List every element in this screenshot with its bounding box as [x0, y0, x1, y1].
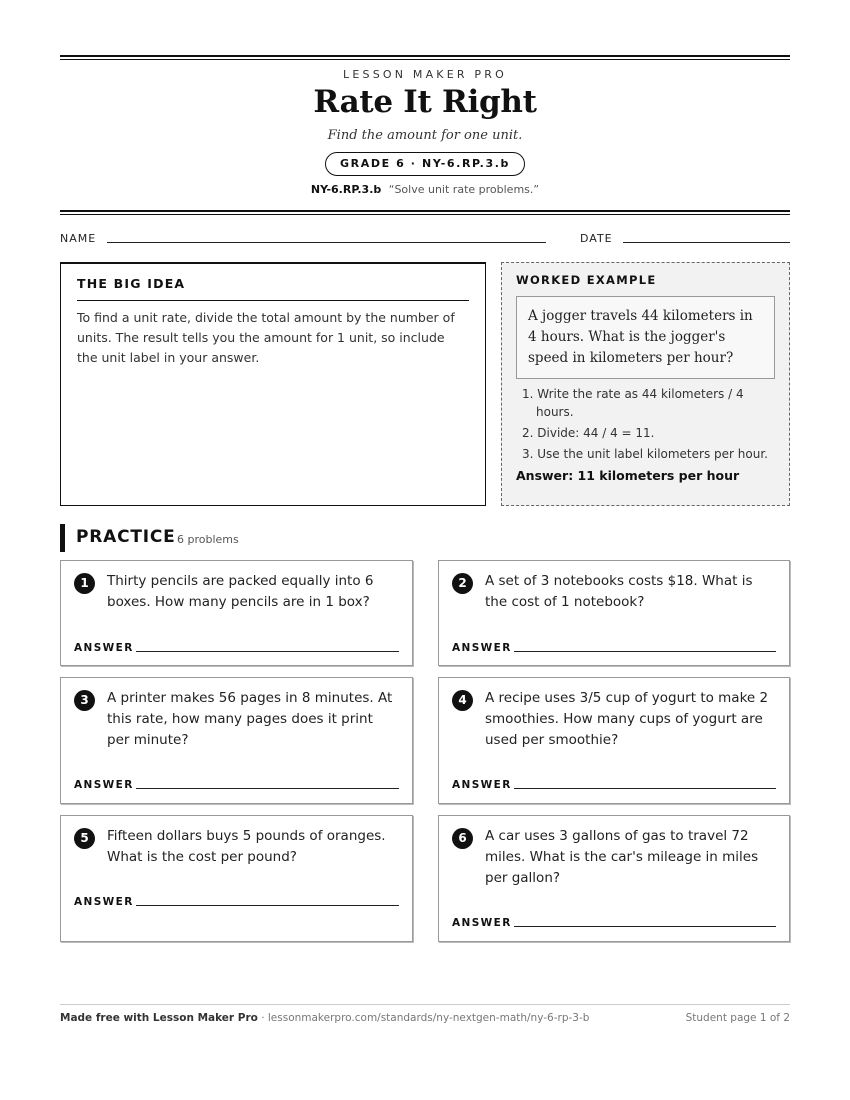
answer-label: ANSWER: [452, 917, 512, 929]
footer-credit: [60, 1012, 589, 1024]
footer-url[interactable]: · lessonmakerpro.com/standards/ny-nextgen-math/ny-6-rp-3-b: [257, 1012, 590, 1024]
problem-number: 6: [452, 828, 473, 849]
answer-field[interactable]: [514, 651, 776, 652]
practice-accent-bar: [60, 524, 65, 552]
step-item: 1. Write the rate as 44 kilometers / 4 hours.: [522, 387, 744, 419]
problem-card-4: [438, 677, 790, 804]
answer-label: ANSWER: [74, 896, 134, 908]
big-idea-box: [60, 262, 486, 506]
answer-field[interactable]: [514, 926, 776, 927]
footer-page-label: Student page 1 of 2: [685, 1012, 790, 1024]
problem-number: 4: [452, 690, 473, 711]
name-label: NAME: [60, 232, 97, 245]
worked-example-box: [501, 262, 790, 506]
footer-divider: [60, 1004, 790, 1005]
name-field[interactable]: [107, 242, 546, 243]
answer-field[interactable]: [136, 788, 399, 789]
header-bottom-rule: [60, 210, 790, 215]
worked-example-heading: WORKED EXAMPLE: [516, 273, 657, 287]
date-label: DATE: [580, 232, 613, 245]
big-idea-heading: THE BIG IDEA: [77, 276, 469, 301]
big-idea-text: To find a unit rate, divide the total amount by the number of units. The result tells you the amount for 1 unit, so include the unit label in your answer.: [77, 310, 455, 365]
problem-number: 3: [74, 690, 95, 711]
answer-field[interactable]: [514, 788, 776, 789]
answer-label: ANSWER: [74, 779, 134, 791]
problem-card-3: [60, 677, 413, 804]
problem-card-6: [438, 815, 790, 942]
problem-number: 2: [452, 573, 473, 594]
worksheet-subtitle: Find the amount for one unit.: [327, 128, 523, 143]
worksheet-page: [60, 0, 790, 1100]
standard-code: NY-6.RP.3.b: [310, 183, 382, 196]
answer-field[interactable]: [136, 651, 399, 652]
problem-card-5: [60, 815, 413, 942]
answer-label: ANSWER: [452, 642, 512, 654]
step-item: 2. Divide: 44 / 4 = 11.: [522, 426, 655, 440]
worked-example-steps: [516, 385, 775, 463]
answer-label: ANSWER: [452, 779, 512, 791]
grade-badge-wrap: [60, 152, 790, 176]
practice-heading: PRACTICE: [76, 527, 176, 547]
problem-text: A set of 3 notebooks costs $18. What is the cost of 1 notebook?: [485, 573, 753, 610]
problem-text: Fifteen dollars buys 5 pounds of oranges. What is the cost per pound?: [107, 828, 386, 865]
practice-count: 6 problems: [177, 533, 239, 546]
problem-number: 1: [74, 573, 95, 594]
step-item: 3. Use the unit label kilometers per hour.: [522, 447, 768, 461]
worked-example-answer: Answer: 11 kilometers per hour: [516, 468, 740, 483]
date-field[interactable]: [623, 242, 790, 243]
problem-text: A recipe uses 3/5 cup of yogurt to make 2 smoothies. How many cups of yogurt are used per smoothie?: [485, 690, 769, 748]
grade-badge: GRADE 6 · NY-6.RP.3.b: [325, 152, 525, 176]
worked-example-problem: A jogger travels 44 kilometers in 4 hours. What is the jogger's speed in kilometers per hour?: [516, 296, 775, 379]
problem-text: Thirty pencils are packed equally into 6 boxes. How many pencils are in 1 box?: [107, 573, 374, 610]
problem-card-2: [438, 560, 790, 666]
top-double-rule: [60, 55, 790, 60]
standard-line: [60, 183, 790, 196]
problem-number: 5: [74, 828, 95, 849]
answer-label: ANSWER: [74, 642, 134, 654]
standard-quote: “Solve unit rate problems.”: [388, 183, 540, 196]
problem-text: A car uses 3 gallons of gas to travel 72 miles. What is the car's mileage in miles per gallon?: [485, 828, 759, 886]
footer-made-with: Made free with Lesson Maker Pro: [60, 1012, 258, 1024]
brand-name: LESSON MAKER PRO: [343, 68, 507, 81]
worksheet-title: Rate It Right: [313, 84, 537, 120]
problem-text: A printer makes 56 pages in 8 minutes. At this rate, how many pages does it print per minute?: [107, 690, 393, 748]
answer-field[interactable]: [136, 905, 399, 906]
problem-card-1: [60, 560, 413, 666]
